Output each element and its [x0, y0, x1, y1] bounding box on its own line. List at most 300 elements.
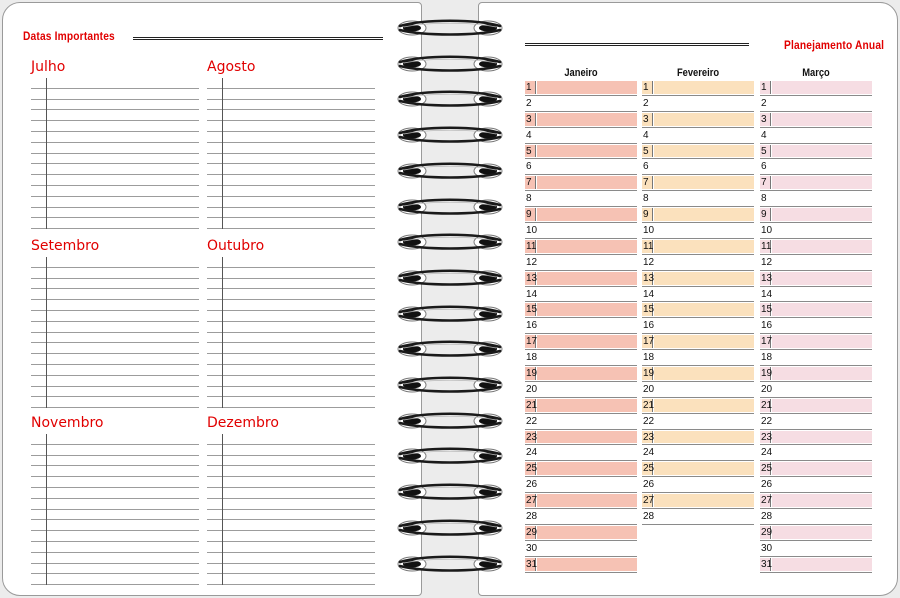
writing-line[interactable] [207, 300, 375, 311]
day-number: 12 [526, 256, 538, 268]
day-row[interactable] [525, 112, 637, 128]
spiral-ring [394, 124, 506, 146]
day-row[interactable] [642, 477, 754, 493]
day-row[interactable] [525, 207, 637, 223]
day-number: 28 [761, 510, 773, 522]
day-row[interactable] [642, 207, 754, 223]
day-number: 15 [761, 304, 773, 316]
day-row[interactable] [760, 80, 872, 96]
day-number: 17 [526, 336, 538, 348]
writing-line[interactable] [207, 564, 375, 575]
day-row[interactable] [760, 255, 872, 271]
day-number: 20 [643, 383, 655, 395]
day-row[interactable] [525, 128, 637, 144]
spiral-ring [394, 53, 506, 75]
writing-line[interactable] [207, 279, 375, 290]
day-shade [654, 303, 754, 316]
day-row[interactable] [760, 112, 872, 128]
day-row[interactable] [760, 271, 872, 287]
month-name: Julho [31, 59, 66, 75]
day-row[interactable] [525, 144, 637, 160]
writing-line[interactable] [31, 175, 199, 186]
writing-line[interactable] [207, 387, 375, 398]
writing-line[interactable] [31, 89, 199, 100]
writing-line[interactable] [207, 343, 375, 354]
day-row[interactable] [525, 445, 637, 461]
writing-line[interactable] [207, 456, 375, 467]
page-title: Datas Importantes [23, 29, 115, 43]
day-row[interactable] [525, 223, 637, 239]
writing-lines [207, 78, 375, 229]
day-row[interactable] [642, 445, 754, 461]
day-row[interactable] [642, 175, 754, 191]
day-number: 10 [643, 224, 655, 236]
writing-line[interactable] [31, 343, 199, 354]
day-row[interactable] [642, 334, 754, 350]
day-row[interactable] [525, 302, 637, 318]
day-number: 8 [761, 193, 767, 205]
day-row[interactable] [642, 430, 754, 446]
writing-line[interactable] [31, 553, 199, 564]
day-shade [654, 272, 754, 285]
writing-line[interactable] [31, 154, 199, 165]
day-number: 23 [761, 431, 773, 443]
day-number: 6 [643, 161, 649, 173]
date-margin-rule [222, 434, 223, 585]
writing-line[interactable] [31, 456, 199, 467]
day-shade [537, 367, 637, 380]
day-row[interactable] [525, 318, 637, 334]
writing-line[interactable] [207, 477, 375, 488]
spiral-ring [394, 338, 506, 360]
writing-line[interactable] [207, 110, 375, 121]
day-row[interactable] [525, 430, 637, 446]
writing-line[interactable] [207, 574, 375, 585]
writing-line[interactable] [207, 499, 375, 510]
day-row[interactable] [525, 271, 637, 287]
day-row[interactable] [642, 191, 754, 207]
day-number: 8 [526, 193, 532, 205]
day-row[interactable] [525, 493, 637, 509]
day-row[interactable] [642, 493, 754, 509]
day-row[interactable] [642, 287, 754, 303]
writing-line[interactable] [207, 510, 375, 521]
date-margin-rule [46, 434, 47, 585]
day-number: 9 [761, 209, 767, 221]
day-row[interactable] [525, 382, 637, 398]
day-number: 30 [761, 542, 773, 554]
day-number: 17 [643, 336, 655, 348]
day-number: 22 [526, 415, 538, 427]
day-shade [772, 558, 872, 571]
writing-line[interactable] [207, 89, 375, 100]
day-row[interactable] [760, 366, 872, 382]
day-shade [537, 145, 637, 158]
day-row[interactable] [525, 239, 637, 255]
writing-line[interactable] [31, 322, 199, 333]
writing-line[interactable] [207, 445, 375, 456]
day-number: 20 [526, 383, 538, 395]
day-number: 2 [526, 97, 532, 109]
writing-line[interactable] [207, 175, 375, 186]
day-shade [537, 208, 637, 221]
day-row[interactable] [525, 477, 637, 493]
writing-line[interactable] [31, 311, 199, 322]
writing-line[interactable] [207, 218, 375, 229]
month-header: Fevereiro [676, 67, 720, 79]
day-number: 22 [761, 415, 773, 427]
day-number: 16 [643, 320, 655, 332]
writing-line[interactable] [207, 143, 375, 154]
day-number: 7 [761, 177, 767, 189]
day-row[interactable] [642, 302, 754, 318]
day-row[interactable] [642, 398, 754, 414]
writing-line[interactable] [31, 542, 199, 553]
writing-line[interactable] [207, 397, 375, 408]
day-row[interactable] [525, 175, 637, 191]
day-row[interactable] [760, 382, 872, 398]
day-row[interactable] [642, 255, 754, 271]
spiral-ring [394, 303, 506, 325]
writing-line[interactable] [207, 132, 375, 143]
day-number: 28 [643, 510, 655, 522]
day-number: 7 [526, 177, 532, 189]
writing-line[interactable] [207, 197, 375, 208]
day-number: 10 [761, 224, 773, 236]
writing-line[interactable] [31, 564, 199, 575]
day-row[interactable] [642, 509, 754, 525]
day-row[interactable] [642, 144, 754, 160]
day-row[interactable] [760, 318, 872, 334]
day-row[interactable] [760, 191, 872, 207]
writing-line[interactable] [31, 78, 199, 89]
day-row[interactable] [525, 509, 637, 525]
writing-line[interactable] [207, 257, 375, 268]
day-row[interactable] [642, 128, 754, 144]
day-row[interactable] [525, 525, 637, 541]
day-number: 2 [643, 97, 649, 109]
writing-line[interactable] [31, 289, 199, 300]
day-number: 31 [526, 558, 538, 570]
writing-line[interactable] [31, 397, 199, 408]
day-number: 26 [643, 479, 655, 491]
day-row[interactable] [760, 541, 872, 557]
day-row[interactable] [525, 541, 637, 557]
writing-line[interactable] [207, 311, 375, 322]
writing-line[interactable] [31, 279, 199, 290]
day-number: 5 [761, 145, 767, 157]
writing-line[interactable] [207, 100, 375, 111]
spiral-ring [394, 160, 506, 182]
right-page [478, 2, 898, 596]
day-row[interactable] [525, 334, 637, 350]
day-number: 26 [526, 479, 538, 491]
day-shade [537, 240, 637, 253]
writing-line[interactable] [31, 445, 199, 456]
month-name: Novembro [31, 415, 104, 431]
day-number: 27 [643, 495, 655, 507]
day-number: 14 [526, 288, 538, 300]
spiral-ring [394, 374, 506, 396]
day-number: 4 [526, 129, 532, 141]
writing-lines [31, 434, 199, 585]
day-number: 18 [643, 352, 655, 364]
day-shade [537, 81, 637, 94]
day-number: 19 [761, 367, 773, 379]
day-number: 21 [761, 399, 773, 411]
writing-line[interactable] [31, 208, 199, 219]
day-row[interactable] [760, 430, 872, 446]
day-number: 24 [526, 447, 538, 459]
day-list [525, 80, 637, 573]
day-shade [772, 494, 872, 507]
day-row[interactable] [642, 414, 754, 430]
day-row[interactable] [525, 461, 637, 477]
day-row[interactable] [760, 350, 872, 366]
writing-line[interactable] [207, 208, 375, 219]
day-number: 17 [761, 336, 773, 348]
writing-line[interactable] [31, 365, 199, 376]
day-shade [537, 113, 637, 126]
day-row[interactable] [525, 414, 637, 430]
writing-line[interactable] [207, 289, 375, 300]
writing-line[interactable] [31, 300, 199, 311]
writing-line[interactable] [31, 132, 199, 143]
day-shade [654, 367, 754, 380]
day-row[interactable] [525, 287, 637, 303]
writing-line[interactable] [207, 322, 375, 333]
day-row[interactable] [760, 477, 872, 493]
day-row[interactable] [525, 191, 637, 207]
writing-line[interactable] [207, 466, 375, 477]
day-list [760, 80, 872, 573]
day-row[interactable] [760, 557, 872, 573]
day-row[interactable] [642, 159, 754, 175]
day-number: 11 [643, 240, 654, 252]
page-title: Planejamento Anual [784, 38, 885, 52]
day-number: 22 [643, 415, 655, 427]
day-row[interactable] [760, 414, 872, 430]
date-margin-rule [46, 78, 47, 229]
day-row[interactable] [760, 461, 872, 477]
day-number: 1 [643, 81, 649, 93]
day-row[interactable] [760, 239, 872, 255]
date-margin-rule [46, 257, 47, 408]
spiral-ring [394, 267, 506, 289]
writing-line[interactable] [31, 466, 199, 477]
day-row[interactable] [525, 557, 637, 573]
day-row[interactable] [760, 207, 872, 223]
day-row[interactable] [642, 382, 754, 398]
day-number: 3 [526, 113, 532, 125]
spiral-ring [394, 481, 506, 503]
writing-line[interactable] [31, 121, 199, 132]
day-shade [537, 399, 637, 412]
day-shade [772, 367, 872, 380]
day-number: 3 [761, 113, 767, 125]
writing-line[interactable] [31, 488, 199, 499]
day-number: 19 [643, 367, 655, 379]
writing-line[interactable] [207, 186, 375, 197]
day-row[interactable] [760, 96, 872, 112]
month-name: Dezembro [207, 415, 279, 431]
writing-line[interactable] [207, 434, 375, 445]
day-shade [772, 176, 872, 189]
writing-line[interactable] [207, 268, 375, 279]
writing-line[interactable] [31, 186, 199, 197]
writing-line[interactable] [31, 100, 199, 111]
day-shade [772, 526, 872, 539]
day-shade [537, 335, 637, 348]
writing-line[interactable] [207, 154, 375, 165]
day-number: 23 [643, 431, 655, 443]
day-shade [654, 176, 754, 189]
day-shade [537, 431, 637, 444]
writing-line[interactable] [31, 387, 199, 398]
day-number: 15 [643, 304, 655, 316]
day-number: 11 [526, 240, 537, 252]
day-row[interactable] [525, 96, 637, 112]
day-number: 16 [761, 320, 773, 332]
writing-line[interactable] [207, 164, 375, 175]
day-row[interactable] [642, 96, 754, 112]
day-shade [772, 81, 872, 94]
day-row[interactable] [525, 159, 637, 175]
writing-line[interactable] [31, 218, 199, 229]
writing-line[interactable] [31, 164, 199, 175]
day-row[interactable] [642, 239, 754, 255]
day-row[interactable] [642, 350, 754, 366]
day-number: 25 [526, 463, 538, 475]
writing-line[interactable] [207, 376, 375, 387]
writing-line[interactable] [31, 434, 199, 445]
writing-line[interactable] [207, 542, 375, 553]
writing-line[interactable] [31, 376, 199, 387]
writing-line[interactable] [31, 531, 199, 542]
day-shade [772, 399, 872, 412]
day-number: 9 [526, 209, 532, 221]
writing-line[interactable] [31, 499, 199, 510]
day-row[interactable] [760, 445, 872, 461]
day-row[interactable] [642, 461, 754, 477]
day-shade [772, 431, 872, 444]
day-number: 12 [761, 256, 773, 268]
month-header: Janeiro [564, 67, 598, 79]
month-name: Outubro [207, 238, 265, 254]
day-shade [654, 494, 754, 507]
day-number: 24 [761, 447, 773, 459]
day-number: 25 [761, 463, 773, 475]
writing-line[interactable] [207, 531, 375, 542]
day-number: 18 [761, 352, 773, 364]
writing-line[interactable] [31, 110, 199, 121]
writing-line[interactable] [207, 354, 375, 365]
day-number: 13 [526, 272, 538, 284]
day-row[interactable] [525, 366, 637, 382]
day-row[interactable] [760, 128, 872, 144]
day-row[interactable] [760, 302, 872, 318]
writing-line[interactable] [31, 143, 199, 154]
writing-line[interactable] [31, 574, 199, 585]
day-row[interactable] [642, 271, 754, 287]
day-row[interactable] [760, 159, 872, 175]
day-row[interactable] [525, 350, 637, 366]
day-row[interactable] [760, 493, 872, 509]
writing-line[interactable] [207, 520, 375, 531]
writing-line[interactable] [207, 333, 375, 344]
day-row[interactable] [525, 255, 637, 271]
day-shade [654, 335, 754, 348]
day-row[interactable] [642, 366, 754, 382]
day-row[interactable] [760, 334, 872, 350]
writing-line[interactable] [31, 268, 199, 279]
day-row[interactable] [760, 287, 872, 303]
writing-line[interactable] [31, 520, 199, 531]
day-row[interactable] [642, 80, 754, 96]
day-number: 10 [526, 224, 538, 236]
day-shade [654, 145, 754, 158]
day-shade [654, 113, 754, 126]
writing-line[interactable] [31, 510, 199, 521]
day-row[interactable] [760, 144, 872, 160]
day-shade [772, 303, 872, 316]
day-row[interactable] [642, 223, 754, 239]
writing-line[interactable] [31, 197, 199, 208]
day-number: 24 [643, 447, 655, 459]
day-row[interactable] [525, 80, 637, 96]
day-row[interactable] [642, 112, 754, 128]
writing-line[interactable] [31, 333, 199, 344]
month-name: Setembro [31, 238, 100, 254]
writing-line[interactable] [207, 121, 375, 132]
day-number: 21 [643, 399, 655, 411]
day-number: 4 [643, 129, 649, 141]
day-shade [537, 526, 637, 539]
day-shade [537, 558, 637, 571]
day-number: 31 [761, 558, 773, 570]
day-row[interactable] [642, 318, 754, 334]
day-number: 25 [643, 463, 655, 475]
day-row[interactable] [760, 509, 872, 525]
writing-line[interactable] [31, 477, 199, 488]
day-row[interactable] [760, 398, 872, 414]
date-margin-rule [222, 78, 223, 229]
day-shade [537, 462, 637, 475]
day-number: 15 [526, 304, 538, 316]
day-number: 29 [761, 526, 773, 538]
writing-line[interactable] [207, 78, 375, 89]
day-row[interactable] [760, 175, 872, 191]
day-number: 5 [643, 145, 649, 157]
day-row[interactable] [760, 525, 872, 541]
day-number: 5 [526, 145, 532, 157]
day-shade [772, 335, 872, 348]
day-row[interactable] [760, 223, 872, 239]
day-number: 27 [526, 495, 538, 507]
writing-line[interactable] [31, 257, 199, 268]
day-list [642, 80, 754, 525]
day-shade [772, 240, 872, 253]
day-number: 30 [526, 542, 538, 554]
writing-line[interactable] [207, 488, 375, 499]
day-number: 8 [643, 193, 649, 205]
day-row[interactable] [525, 398, 637, 414]
day-number: 27 [761, 495, 773, 507]
writing-line[interactable] [207, 553, 375, 564]
writing-line[interactable] [207, 365, 375, 376]
day-number: 14 [643, 288, 655, 300]
writing-line[interactable] [31, 354, 199, 365]
